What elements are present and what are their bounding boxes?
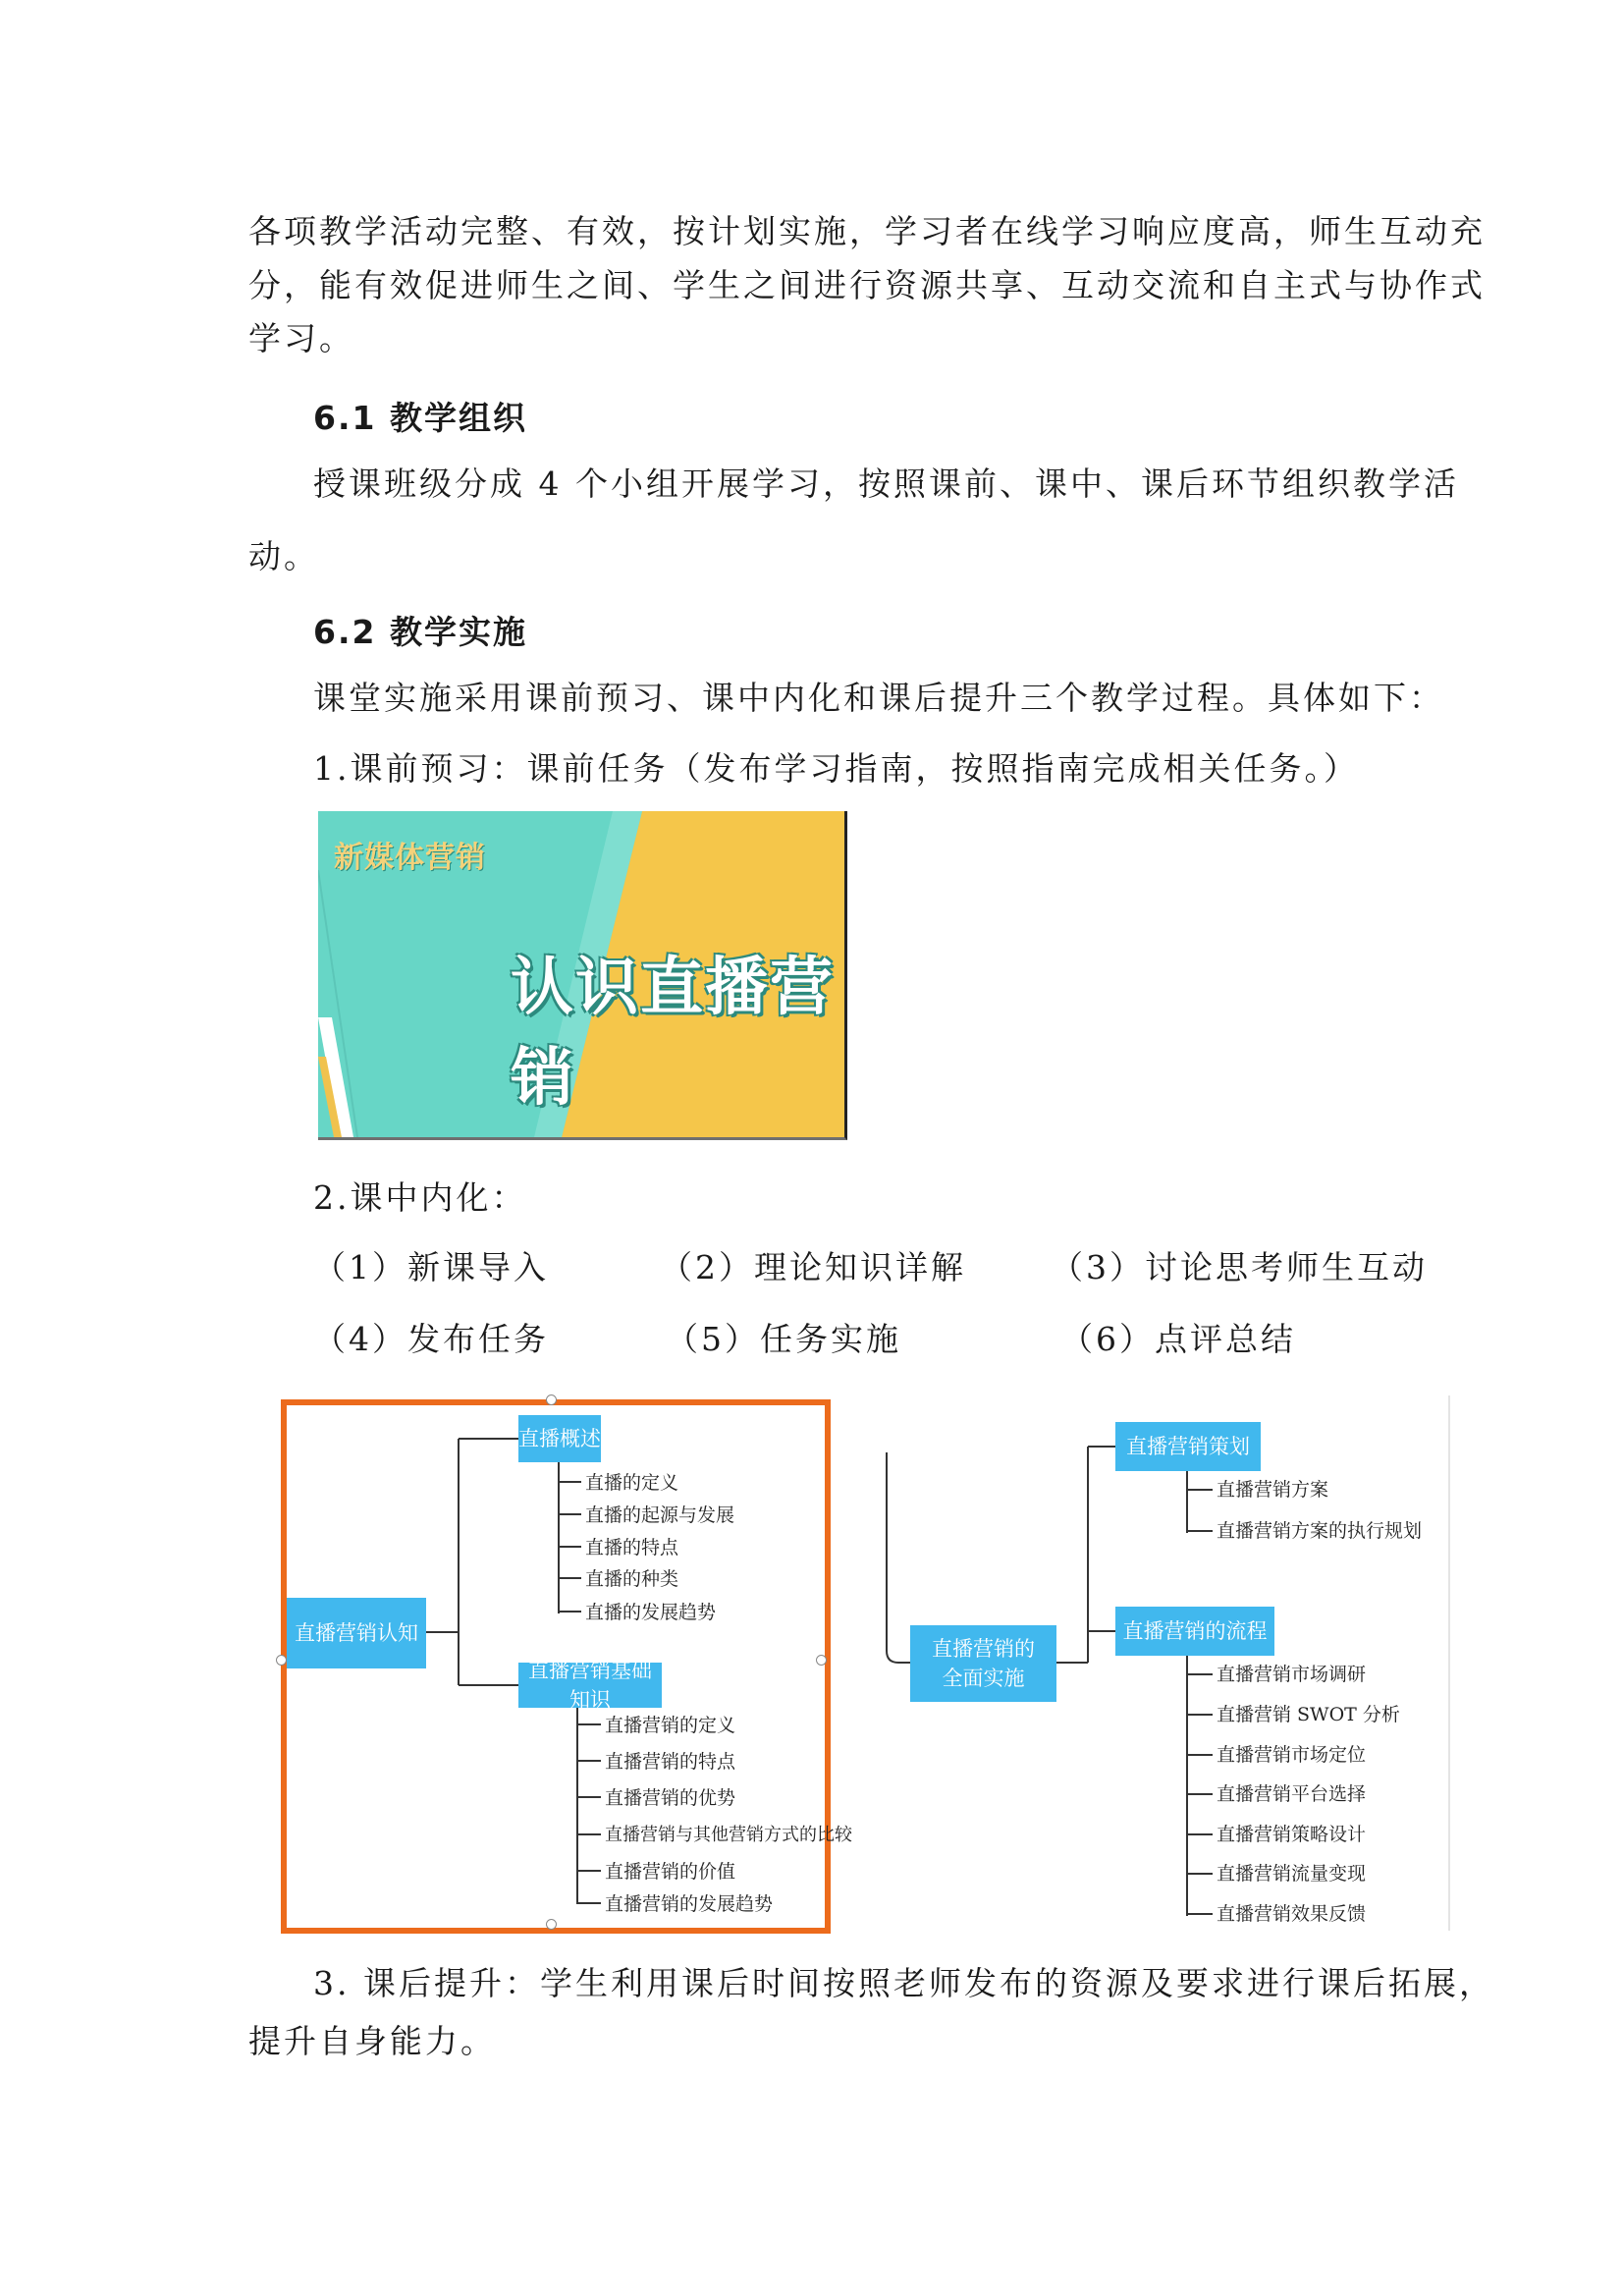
mindmap-left-root: 直播营销认知 <box>287 1598 426 1668</box>
section-6-2-line-1: 课堂实施采用课前预习、课中内化和课后提升三个教学过程。具体如下： <box>313 679 1444 717</box>
mindmap-right-b2-item-4: 直播营销平台选择 <box>1217 1783 1367 1805</box>
mindmap-right-branch-1: 直播营销策划 <box>1115 1422 1261 1471</box>
step-1-text: 1.课前预习：课前任务（发布学习指南，按照指南完成相关任务。） <box>313 749 1359 788</box>
mindmap-left-b1-item-1: 直播的定义 <box>585 1472 679 1494</box>
activity-1: （1）新课导入 <box>313 1248 549 1286</box>
mindmap-live-marketing-implementation <box>881 1395 1450 1931</box>
mindmap-right-b2-item-1: 直播营销市场调研 <box>1217 1664 1367 1685</box>
mindmap-left-b2-item-4: 直播营销与其他营销方式的比较 <box>605 1825 852 1845</box>
activity-3: （3）讨论思考师生互动 <box>1051 1248 1428 1286</box>
course-banner-image <box>318 811 847 1140</box>
mindmap-left-b2-item-5: 直播营销的价值 <box>605 1861 736 1883</box>
mindmap-left-b1-item-4: 直播的种类 <box>585 1568 679 1590</box>
mindmap-right-b2-item-2: 直播营销 SWOT 分析 <box>1217 1704 1400 1725</box>
resize-handle-bottom[interactable] <box>546 1919 557 1930</box>
mindmap-live-marketing-cognition <box>281 1399 852 1934</box>
mindmap-right-b1-item-2: 直播营销方案的执行规划 <box>1217 1520 1423 1542</box>
mindmap-left-branch-2: 直播营销基础知识 <box>518 1663 662 1708</box>
mindmap-right-b2-item-6: 直播营销流量变现 <box>1217 1863 1367 1885</box>
activity-5: （5）任务实施 <box>666 1320 901 1358</box>
mindmap-right-root-line-2: 全面实施 <box>942 1667 1025 1690</box>
mindmap-right-b2-item-7: 直播营销效果反馈 <box>1217 1903 1367 1925</box>
intro-line-1: 各项教学活动完整、有效，按计划实施，学习者在线学习响应度高，师生互动充 <box>248 212 1486 250</box>
mindmap-right-root <box>910 1625 1056 1702</box>
mindmap-right-branch-2: 直播营销的流程 <box>1115 1607 1274 1656</box>
mindmap-left-b1-item-5: 直播的发展趋势 <box>585 1602 717 1623</box>
activity-4: （4）发布任务 <box>313 1320 549 1358</box>
mindmap-right-root-line-1: 直播营销的 <box>932 1637 1035 1661</box>
step-3-line-1: 3. 课后提升：学生利用课后时间按照老师发布的资源及要求进行课后拓展， <box>313 1964 1494 2002</box>
mindmap-left-b2-item-6: 直播营销的发展趋势 <box>605 1893 774 1915</box>
section-6-1-heading: 6.1 教学组织 <box>313 399 527 437</box>
mindmap-left-b2-item-1: 直播营销的定义 <box>605 1715 736 1736</box>
mindmap-left-branch-1: 直播概述 <box>518 1415 601 1462</box>
banner-tag: 新媒体营销 <box>334 841 486 875</box>
section-6-1-line-2: 动。 <box>248 537 319 575</box>
section-6-1-line-1: 授课班级分成 4 个小组开展学习，按照课前、课中、课后环节组织教学活 <box>313 465 1459 503</box>
resize-handle-top[interactable] <box>546 1394 557 1405</box>
mindmap-left-b2-item-2: 直播营销的特点 <box>605 1751 736 1773</box>
intro-line-2: 分，能有效促进师生之间、学生之间进行资源共享、互动交流和自主式与协作式 <box>248 266 1486 304</box>
mindmap-right-b1-item-1: 直播营销方案 <box>1217 1479 1329 1501</box>
mindmap-left-b1-item-2: 直播的起源与发展 <box>585 1504 735 1526</box>
intro-line-3: 学习。 <box>248 319 354 357</box>
mindmap-right-b2-item-5: 直播营销策略设计 <box>1217 1824 1367 1845</box>
resize-handle-right[interactable] <box>816 1655 827 1666</box>
step-3-line-2: 提升自身能力。 <box>248 2022 496 2060</box>
activity-2: （2）理论知识详解 <box>660 1248 966 1286</box>
mindmap-left-b2-item-3: 直播营销的优势 <box>605 1787 736 1809</box>
activity-6: （6）点评总结 <box>1060 1320 1296 1358</box>
section-6-2-heading: 6.2 教学实施 <box>313 613 527 651</box>
banner-title: 认识直播营销 <box>511 952 835 1115</box>
mindmap-left-b1-item-3: 直播的特点 <box>585 1537 679 1558</box>
mindmap-right-b2-item-3: 直播营销市场定位 <box>1217 1744 1367 1766</box>
resize-handle-left[interactable] <box>276 1655 287 1666</box>
step-2-text: 2.课中内化： <box>313 1178 527 1217</box>
